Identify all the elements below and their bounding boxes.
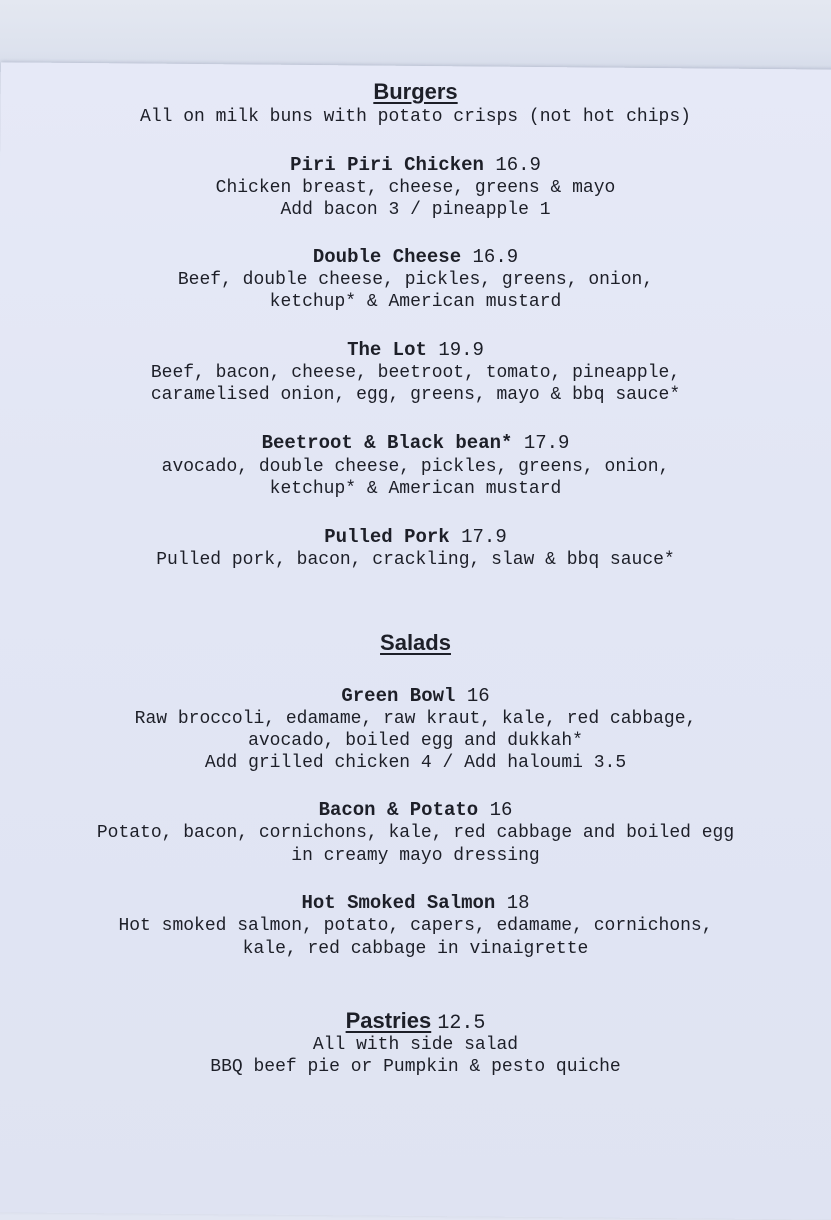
item-name: Double Cheese (312, 246, 462, 268)
item-description: Chicken breast, cheese, greens & mayo (215, 178, 616, 198)
menu-item-title (0, 245, 831, 269)
item-price: 16.9 (495, 154, 541, 176)
item-price: 16 (489, 799, 513, 821)
menu-item-title (0, 798, 831, 822)
item-price: 18 (506, 892, 530, 914)
item-description: ketchup* & American mustard (269, 479, 562, 499)
item-description: avocado, double cheese, pickles, greens, onion, (161, 457, 670, 477)
item-name: Beetroot & Black bean* (261, 432, 513, 454)
section-title-burgers (0, 79, 831, 105)
section-price: 12.5 (437, 1012, 486, 1035)
item-price: 17.9 (523, 432, 570, 454)
item-description: Potato, bacon, cornichons, kale, red cabbage and boiled egg (96, 823, 735, 843)
item-description: Pulled pork, bacon, crackling, slaw & bbq sauce* (156, 550, 675, 570)
item-name: The Lot (347, 339, 427, 361)
item-description: ketchup* & American mustard (269, 292, 562, 312)
item-name: Pulled Pork (324, 526, 450, 548)
item-description: Beef, double cheese, pickles, greens, onion, (177, 270, 654, 290)
item-price: 19.9 (438, 339, 484, 361)
item-price: 17.9 (461, 526, 507, 548)
item-price: 16.9 (472, 246, 519, 268)
menu-item-title (0, 431, 831, 455)
item-description: Add bacon 3 / pineapple 1 (280, 200, 551, 220)
section-heading: Burgers (373, 79, 458, 104)
item-name: Hot Smoked Salmon (301, 892, 496, 914)
section-title-salads (0, 630, 831, 656)
section-subtitle: All on milk buns with potato crisps (not hot chips) (140, 107, 691, 127)
item-description: Beef, bacon, cheese, beetroot, tomato, pineapple, (150, 363, 681, 383)
section-title-pastries (0, 1008, 831, 1037)
section-heading: Pastries (345, 1008, 432, 1033)
menu-item-title (0, 153, 831, 177)
item-description: in creamy mayo dressing (291, 846, 540, 866)
menu-item-title (0, 338, 831, 362)
item-name: Green Bowl (341, 685, 456, 707)
item-price: 16 (466, 685, 490, 707)
item-description: Raw broccoli, edamame, raw kraut, kale, red cabbage, (134, 709, 697, 729)
item-description: Add grilled chicken 4 / Add haloumi 3.5 (204, 753, 627, 773)
item-name: Bacon & Potato (318, 799, 479, 821)
item-description: avocado, boiled egg and dukkah* (248, 731, 583, 751)
background-surface (0, 0, 831, 72)
section-heading: Salads (380, 630, 451, 655)
menu-item-title (0, 684, 831, 708)
menu-item-title (0, 891, 831, 915)
item-description: Hot smoked salmon, potato, capers, edamame, cornichons, (118, 916, 713, 936)
item-description: caramelised onion, egg, greens, mayo & bbq sauce* (150, 385, 681, 405)
section-description: All with side salad (312, 1035, 519, 1055)
menu-item-title (0, 525, 831, 549)
item-description: kale, red cabbage in vinaigrette (242, 939, 589, 959)
section-description: BBQ beef pie or Pumpkin & pesto quiche (210, 1057, 621, 1077)
item-name: Piri Piri Chicken (290, 154, 484, 176)
